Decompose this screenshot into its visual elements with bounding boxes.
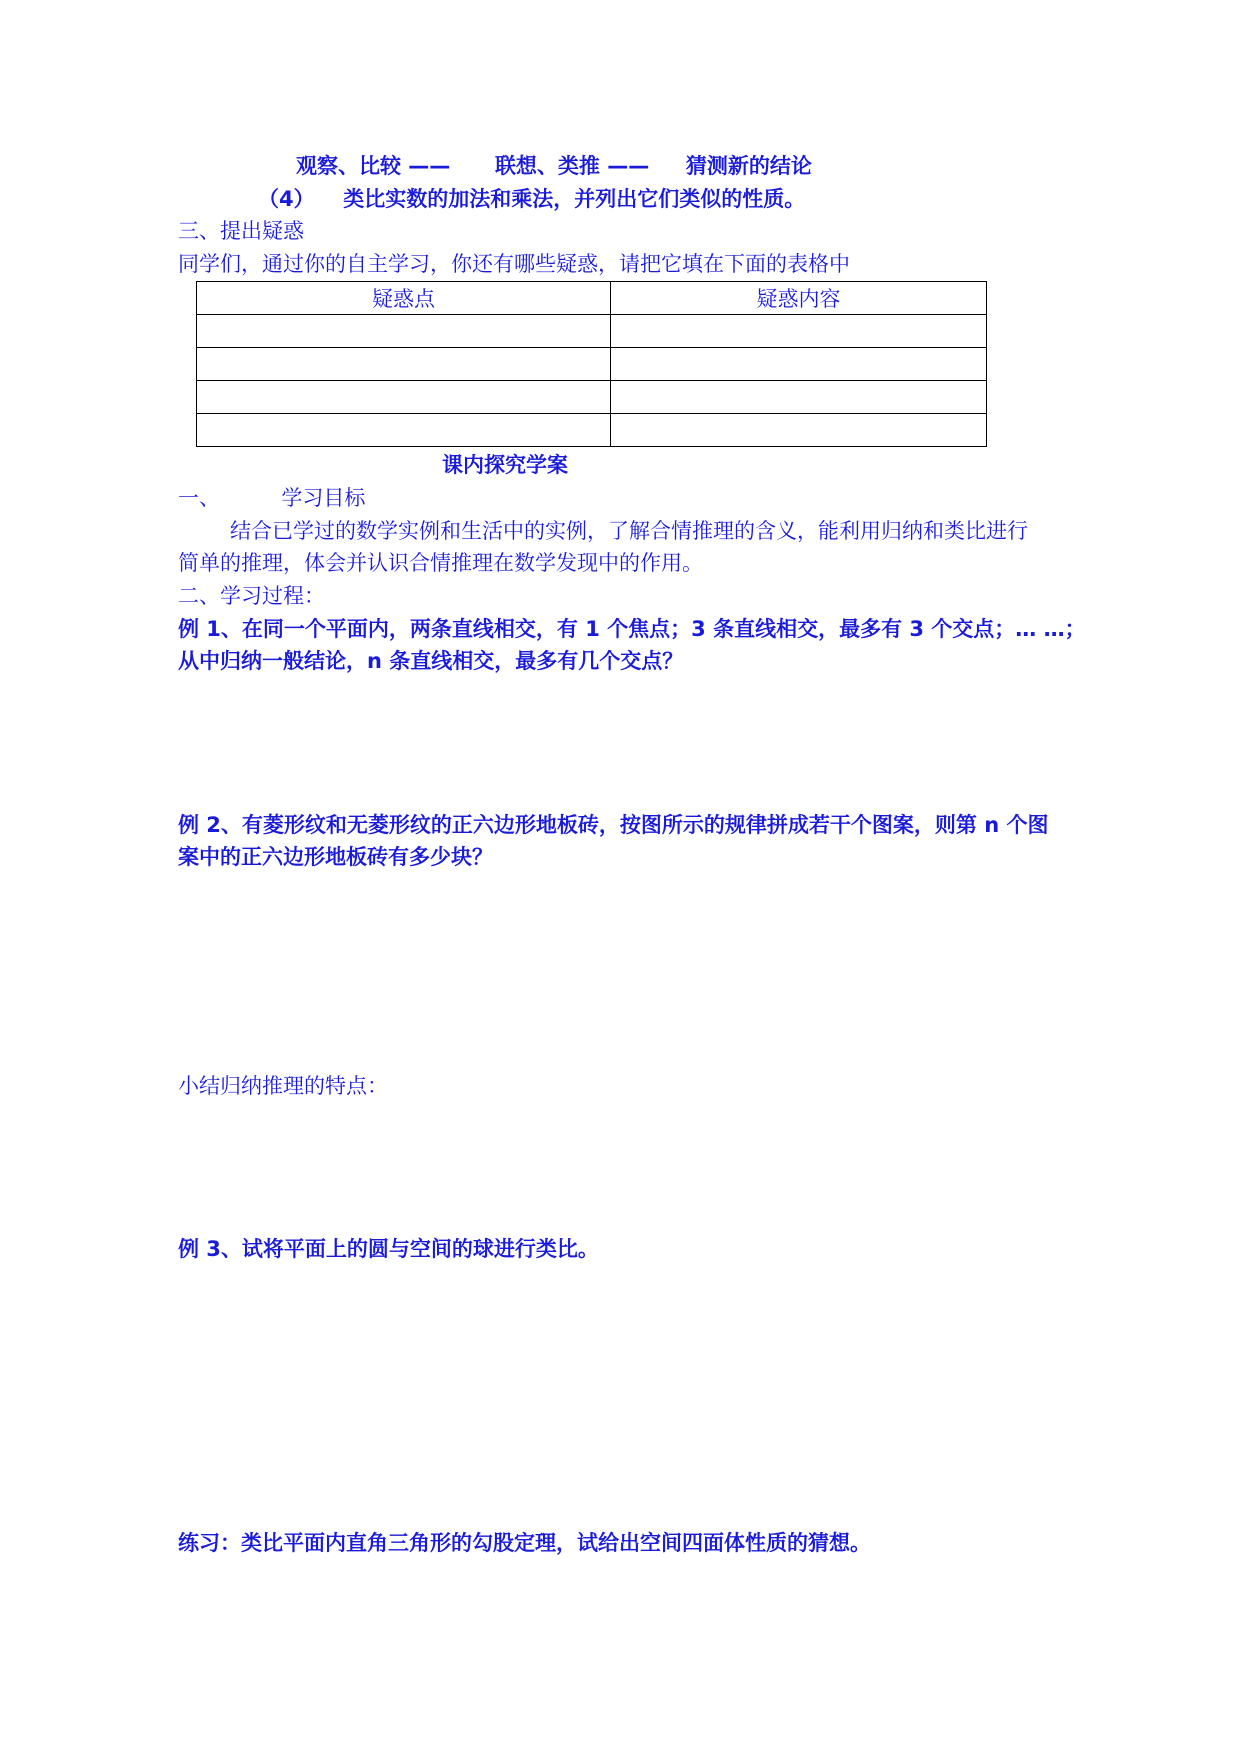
table-cell[interactable] bbox=[197, 381, 611, 414]
example-3-text: 例 3、试将平面上的圆与空间的球进行类比。 bbox=[178, 1237, 599, 1261]
header-observe: 观察、比较 —— bbox=[296, 154, 451, 178]
table-cell[interactable] bbox=[611, 414, 987, 447]
goal-heading bbox=[178, 484, 365, 512]
item-4-text: 类比实数的加法和乘法，并列出它们类似的性质。 bbox=[343, 187, 806, 211]
section-3-intro: 同学们，通过你的自主学习，你还有哪些疑惑，请把它填在下面的表格中 bbox=[178, 252, 850, 276]
inquiry-title: 课内探究学案 bbox=[442, 453, 568, 477]
table-cell[interactable] bbox=[197, 348, 611, 381]
doubt-table-header-row bbox=[197, 282, 987, 315]
table-row bbox=[197, 381, 987, 414]
summary-text: 小结归纳推理的特点： bbox=[178, 1074, 388, 1098]
exercise-text: 练习：类比平面内直角三角形的勾股定理，试给出空间四面体性质的猜想。 bbox=[178, 1531, 871, 1555]
table-cell[interactable] bbox=[611, 315, 987, 348]
item-4-number: （4） bbox=[258, 187, 315, 211]
goal-text-line-2: 简单的推理，体会并认识合情推理在数学发现中的作用。 bbox=[178, 551, 703, 575]
table-row bbox=[197, 348, 987, 381]
example-1-line-2: 从中归纳一般结论，n 条直线相交，最多有几个交点？ bbox=[178, 649, 684, 673]
table-cell[interactable] bbox=[611, 381, 987, 414]
header-line bbox=[296, 152, 812, 180]
doubt-table-header-point: 疑惑点 bbox=[197, 282, 611, 315]
goal-text-line-1: 结合已学过的数学实例和生活中的实例，了解合情推理的含义，能利用归纳和类比进行 bbox=[230, 519, 1028, 543]
goal-title: 学习目标 bbox=[281, 486, 366, 510]
example-2-line-1: 例 2、有菱形纹和无菱形纹的正六边形地板砖，按图所示的规律拼成若干个图案，则第 n 个图 bbox=[178, 813, 1049, 837]
table-row bbox=[197, 414, 987, 447]
table-cell[interactable] bbox=[611, 348, 987, 381]
goal-number: 一、 bbox=[178, 486, 220, 510]
table-cell[interactable] bbox=[197, 315, 611, 348]
header-guess: 猜测新的结论 bbox=[685, 154, 812, 178]
table-row bbox=[197, 315, 987, 348]
example-2-line-2: 案中的正六边形地板砖有多少块？ bbox=[178, 845, 493, 869]
doubt-table bbox=[196, 281, 987, 447]
process-title: 二、学习过程： bbox=[178, 584, 325, 608]
doubt-table-header-content: 疑惑内容 bbox=[611, 282, 987, 315]
table-cell[interactable] bbox=[197, 414, 611, 447]
item-4 bbox=[258, 185, 805, 213]
header-associate: 联想、类推 —— bbox=[494, 154, 650, 178]
example-1-line-1: 例 1、在同一个平面内，两条直线相交，有 1 个焦点；3 条直线相交，最多有 3 个交点；… …； bbox=[178, 617, 1086, 641]
section-3-title: 三、提出疑惑 bbox=[178, 219, 304, 243]
